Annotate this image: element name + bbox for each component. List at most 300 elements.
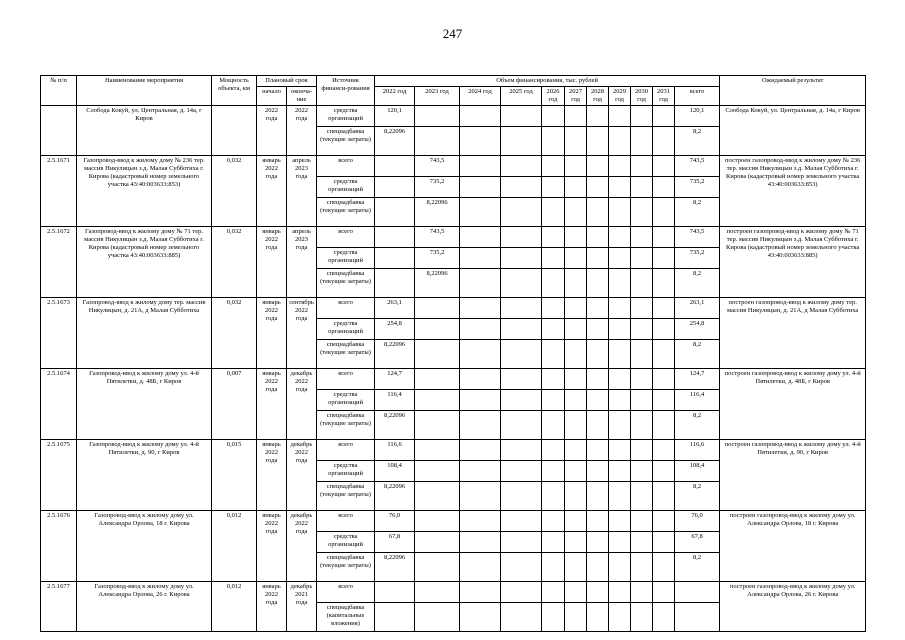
total-value: 263,1 — [675, 298, 720, 319]
year-value — [542, 461, 565, 482]
year-value — [460, 369, 501, 390]
header-year: 2030 год — [631, 87, 653, 106]
year-value — [653, 482, 675, 511]
item-name: Газопровод-ввод к жилому дому ул. Александра Орлова, 18 г. Кирова — [77, 511, 212, 582]
year-value: 124,7 — [375, 369, 415, 390]
year-value — [609, 319, 631, 340]
total-value: 254,8 — [675, 319, 720, 340]
item-capacity: 0,012 — [212, 582, 257, 632]
item-number — [41, 106, 77, 156]
year-value — [415, 553, 460, 582]
year-value — [565, 248, 587, 269]
item-result: построен газопровод-ввод к жилому дому № 71 тер. массив Никулицын з.д. Малая Субботиха г. Кирова (кадастровый номер земельного участка 43:40:003633:885) — [720, 227, 866, 298]
item-end: 2022 года — [287, 106, 317, 156]
funding-source: средства организаций — [317, 248, 375, 269]
year-value — [565, 482, 587, 511]
year-value — [501, 156, 542, 177]
item-result: построен газопровод-ввод к жилому дому № 236 тер. массив Никулицын з.д. Малая Субботиха г. Кирова (кадастровый номер земельного участка 43:40:003633:853) — [720, 156, 866, 227]
year-value — [609, 156, 631, 177]
header-term: Плановый срок — [257, 76, 317, 87]
year-value — [415, 532, 460, 553]
year-value — [501, 369, 542, 390]
item-result: Слобода Кокуй, ул. Центральная, д. 14а, г Киров — [720, 106, 866, 156]
year-value — [609, 198, 631, 227]
year-value — [542, 553, 565, 582]
funding-source: средства организаций — [317, 461, 375, 482]
table-row — [41, 582, 866, 603]
header-name: Наименование мероприятия — [77, 76, 212, 106]
total-value: 76,0 — [675, 511, 720, 532]
year-value — [542, 340, 565, 369]
total-value: 124,7 — [675, 369, 720, 390]
total-value: 116,6 — [675, 440, 720, 461]
year-value — [542, 369, 565, 390]
year-value — [587, 411, 609, 440]
year-value — [565, 127, 587, 156]
year-value — [653, 582, 675, 603]
item-name: Газопровод-ввод к жилому дому № 71 тер. массив Никулицын з.д. Малая Субботиха г. Кирова (кадастровый номер земельного участка 43:40:003633:885) — [77, 227, 212, 298]
year-value — [631, 511, 653, 532]
item-result: построен газопровод-ввод к жилому дому ул. 4-й Пятилетки, д. 90, г Киров — [720, 440, 866, 511]
funding-source: всего — [317, 440, 375, 461]
year-value — [631, 227, 653, 248]
year-value — [565, 369, 587, 390]
year-value — [501, 248, 542, 269]
funding-source: всего — [317, 298, 375, 319]
item-capacity: 0,032 — [212, 298, 257, 369]
year-value — [415, 411, 460, 440]
year-value: 67,8 — [375, 532, 415, 553]
year-value — [587, 553, 609, 582]
funding-source: средства организаций — [317, 532, 375, 553]
funding-source: всего — [317, 227, 375, 248]
year-value — [609, 440, 631, 461]
year-value — [501, 177, 542, 198]
year-value — [653, 319, 675, 340]
year-value — [565, 461, 587, 482]
item-number: 2.5.1672 — [41, 227, 77, 298]
year-value: 108,4 — [375, 461, 415, 482]
year-value — [501, 603, 542, 632]
year-value — [565, 198, 587, 227]
funding-source: спецнадбавка (текущие затраты) — [317, 198, 375, 227]
year-value — [460, 440, 501, 461]
header-num: № п/п — [41, 76, 77, 106]
funding-source: средства организаций — [317, 177, 375, 198]
total-value: 8,2 — [675, 340, 720, 369]
item-end: апрель 2023 года — [287, 227, 317, 298]
funding-source: средства организаций — [317, 106, 375, 127]
item-end: сентябрь 2022 года — [287, 298, 317, 369]
year-value — [460, 298, 501, 319]
year-value — [565, 553, 587, 582]
year-value: 743,5 — [415, 227, 460, 248]
item-result: построен газопровод-ввод к жилому дому ул. 4-й Пятилетки, д. 48Б, г Киров — [720, 369, 866, 440]
item-start: январь 2022 года — [257, 511, 287, 582]
year-value — [415, 298, 460, 319]
year-value — [501, 198, 542, 227]
year-value — [415, 440, 460, 461]
total-value: 735,2 — [675, 177, 720, 198]
year-value — [609, 269, 631, 298]
year-value — [501, 340, 542, 369]
year-value — [565, 390, 587, 411]
year-value — [609, 553, 631, 582]
year-value: 8,22096 — [375, 340, 415, 369]
year-value: 8,22096 — [375, 127, 415, 156]
year-value — [631, 482, 653, 511]
year-value — [415, 582, 460, 603]
year-value — [631, 582, 653, 603]
year-value — [415, 482, 460, 511]
year-value — [501, 411, 542, 440]
year-value — [587, 248, 609, 269]
item-end: декабрь 2021 года — [287, 582, 317, 632]
year-value — [653, 440, 675, 461]
item-capacity: 0,032 — [212, 156, 257, 227]
year-value — [375, 227, 415, 248]
total-value: 108,4 — [675, 461, 720, 482]
item-start: январь 2022 года — [257, 298, 287, 369]
item-start: январь 2022 года — [257, 440, 287, 511]
year-value: 8,22096 — [375, 411, 415, 440]
year-value — [501, 482, 542, 511]
year-value — [587, 156, 609, 177]
funding-source: спецнадбавка (текущие затраты) — [317, 482, 375, 511]
header-year: 2022 год — [375, 87, 415, 106]
header-year: 2023 год — [415, 87, 460, 106]
item-number: 2.5.1674 — [41, 369, 77, 440]
year-value — [501, 532, 542, 553]
year-value — [653, 106, 675, 127]
item-result: построен газопровод-ввод к жилому дому ул. Александра Орлова, 26 г. Кирова — [720, 582, 866, 632]
item-name: Газопровод-ввод к жилому дому ул. 4-й Пятилетки, д. 48Б, г Киров — [77, 369, 212, 440]
year-value — [460, 461, 501, 482]
funding-source: средства организаций — [317, 390, 375, 411]
year-value — [460, 319, 501, 340]
year-value — [631, 390, 653, 411]
total-value: 8,2 — [675, 127, 720, 156]
year-value — [375, 156, 415, 177]
year-value — [542, 603, 565, 632]
year-value — [653, 511, 675, 532]
year-value — [542, 269, 565, 298]
year-value — [501, 269, 542, 298]
year-value — [587, 319, 609, 340]
year-value — [653, 390, 675, 411]
year-value — [415, 319, 460, 340]
year-value: 743,5 — [415, 156, 460, 177]
item-result: построен газопровод-ввод к жилому дому тер. массив Никулицын, д. 21А, д Малая Субботиха — [720, 298, 866, 369]
item-start: 2022 года — [257, 106, 287, 156]
funding-source: спецнадбавка (текущие затраты) — [317, 269, 375, 298]
year-value — [460, 198, 501, 227]
total-value: 120,1 — [675, 106, 720, 127]
year-value — [501, 106, 542, 127]
item-number: 2.5.1673 — [41, 298, 77, 369]
year-value — [609, 603, 631, 632]
item-capacity: 0,032 — [212, 227, 257, 298]
year-value — [609, 532, 631, 553]
item-start: январь 2022 года — [257, 156, 287, 227]
year-value — [542, 198, 565, 227]
year-value — [565, 156, 587, 177]
year-value — [631, 603, 653, 632]
year-value — [542, 411, 565, 440]
header-year: 2025 год — [501, 87, 542, 106]
year-value — [631, 532, 653, 553]
item-name: Газопровод-ввод к жилому дому ул. Александра Орлова, 26 г. Кирова — [77, 582, 212, 632]
item-start: январь 2022 года — [257, 582, 287, 632]
year-value — [587, 177, 609, 198]
item-capacity: 0,007 — [212, 369, 257, 440]
table-row — [41, 156, 866, 177]
year-value — [542, 156, 565, 177]
year-value — [542, 390, 565, 411]
year-value — [460, 227, 501, 248]
year-value — [587, 298, 609, 319]
year-value — [653, 156, 675, 177]
year-value — [587, 511, 609, 532]
year-value — [587, 106, 609, 127]
year-value: 8,22096 — [375, 553, 415, 582]
year-value — [653, 269, 675, 298]
item-end: декабрь 2022 года — [287, 511, 317, 582]
item-name: Газопровод-ввод к жилому дому тер. массив Никулицын, д. 21А, д Малая Субботиха — [77, 298, 212, 369]
year-value — [375, 582, 415, 603]
funding-source: спецнадбавка (текущие затраты) — [317, 340, 375, 369]
header-year: 2031 год — [653, 87, 675, 106]
year-value — [653, 411, 675, 440]
year-value — [587, 369, 609, 390]
year-value — [653, 248, 675, 269]
year-value — [460, 603, 501, 632]
year-value — [542, 298, 565, 319]
year-value — [653, 532, 675, 553]
year-value — [501, 553, 542, 582]
year-value: 8,22096 — [375, 482, 415, 511]
year-value — [587, 269, 609, 298]
year-value — [631, 248, 653, 269]
year-value: 8,22096 — [415, 198, 460, 227]
year-value — [460, 106, 501, 127]
year-value — [415, 340, 460, 369]
item-name: Слобода Кокуй, ул. Центральная, д. 14а, г Киров — [77, 106, 212, 156]
header-term-end: оконча-ние — [287, 87, 317, 106]
year-value — [565, 298, 587, 319]
item-name: Газопровод-ввод к жилому дому № 236 тер. массив Никулицын з.д. Малая Субботиха г. Кирова (кадастровый номер земельного участка 43:40:003633:853) — [77, 156, 212, 227]
year-value — [460, 340, 501, 369]
total-value: 8,2 — [675, 553, 720, 582]
year-value — [460, 248, 501, 269]
year-value — [415, 127, 460, 156]
item-capacity: 0,015 — [212, 440, 257, 511]
year-value — [460, 582, 501, 603]
funding-source: спецнадбавка (текущие затраты) — [317, 553, 375, 582]
total-value: 67,8 — [675, 532, 720, 553]
item-number: 2.5.1675 — [41, 440, 77, 511]
year-value — [415, 106, 460, 127]
year-value — [631, 106, 653, 127]
header-year: 2029 год — [609, 87, 631, 106]
funding-source: всего — [317, 369, 375, 390]
year-value — [653, 227, 675, 248]
year-value — [460, 156, 501, 177]
header-year: 2027 год — [565, 87, 587, 106]
funding-source: спецнадбавка (капитальные вложения) — [317, 603, 375, 632]
item-start: январь 2022 года — [257, 369, 287, 440]
year-value — [501, 511, 542, 532]
year-value — [415, 511, 460, 532]
year-value — [565, 340, 587, 369]
year-value — [501, 319, 542, 340]
year-value: 76,0 — [375, 511, 415, 532]
table-row — [41, 440, 866, 461]
header-volume: Объем финансирования, тыс. рублей — [375, 76, 720, 87]
year-value — [501, 298, 542, 319]
year-value — [609, 511, 631, 532]
header-result: Ожидаемый результат — [720, 76, 866, 106]
year-value — [565, 440, 587, 461]
year-value — [501, 127, 542, 156]
year-value — [460, 177, 501, 198]
year-value — [460, 511, 501, 532]
item-end: декабрь 2022 года — [287, 369, 317, 440]
year-value — [460, 390, 501, 411]
funding-source: спецнадбавка (текущие затраты) — [317, 411, 375, 440]
header-year: 2028 год — [587, 87, 609, 106]
year-value — [375, 198, 415, 227]
year-value: 116,6 — [375, 440, 415, 461]
year-value — [609, 482, 631, 511]
year-value — [587, 461, 609, 482]
year-value — [415, 603, 460, 632]
year-value — [631, 177, 653, 198]
year-value — [501, 461, 542, 482]
year-value — [501, 227, 542, 248]
year-value — [460, 411, 501, 440]
page-number: 247 — [442, 26, 463, 41]
year-value — [375, 248, 415, 269]
header-year: 2026 год — [542, 87, 565, 106]
year-value — [375, 603, 415, 632]
year-value — [542, 127, 565, 156]
year-value — [542, 106, 565, 127]
year-value — [460, 127, 501, 156]
year-value — [587, 127, 609, 156]
year-value — [653, 198, 675, 227]
year-value — [565, 603, 587, 632]
year-value — [415, 461, 460, 482]
year-value: 735,2 — [415, 248, 460, 269]
item-name: Газопровод-ввод к жилому дому ул. 4-й Пятилетки, д. 90, г Киров — [77, 440, 212, 511]
year-value — [565, 177, 587, 198]
header-term-start: начало — [257, 87, 287, 106]
item-number: 2.5.1671 — [41, 156, 77, 227]
item-number: 2.5.1676 — [41, 511, 77, 582]
item-end: декабрь 2022 года — [287, 440, 317, 511]
year-value — [587, 532, 609, 553]
year-value: 254,8 — [375, 319, 415, 340]
year-value: 735,2 — [415, 177, 460, 198]
year-value — [375, 269, 415, 298]
total-value: 743,5 — [675, 156, 720, 177]
year-value — [501, 390, 542, 411]
total-value: 8,2 — [675, 198, 720, 227]
year-value — [631, 440, 653, 461]
total-value: 8,2 — [675, 411, 720, 440]
year-value — [609, 127, 631, 156]
table-row — [41, 511, 866, 532]
year-value — [542, 532, 565, 553]
table-row — [41, 106, 866, 127]
year-value — [587, 390, 609, 411]
year-value — [542, 440, 565, 461]
header-source: Источник финанси-рования — [317, 76, 375, 106]
item-capacity: 0,012 — [212, 511, 257, 582]
year-value — [631, 298, 653, 319]
year-value — [609, 106, 631, 127]
table-row — [41, 298, 866, 319]
year-value — [542, 511, 565, 532]
year-value — [375, 177, 415, 198]
year-value — [542, 227, 565, 248]
year-value — [631, 553, 653, 582]
funding-source: всего — [317, 582, 375, 603]
year-value — [609, 227, 631, 248]
item-capacity — [212, 106, 257, 156]
year-value — [653, 461, 675, 482]
year-value — [460, 532, 501, 553]
item-start: январь 2022 года — [257, 227, 287, 298]
item-end: апрель 2023 года — [287, 156, 317, 227]
year-value — [609, 298, 631, 319]
year-value — [501, 440, 542, 461]
year-value — [542, 319, 565, 340]
year-value — [653, 603, 675, 632]
year-value — [653, 298, 675, 319]
funding-source: всего — [317, 511, 375, 532]
year-value — [631, 369, 653, 390]
year-value — [653, 553, 675, 582]
year-value — [460, 269, 501, 298]
year-value — [460, 482, 501, 511]
year-value — [415, 369, 460, 390]
year-value — [587, 227, 609, 248]
year-value — [631, 319, 653, 340]
year-value — [609, 177, 631, 198]
year-value — [631, 198, 653, 227]
total-value: 8,2 — [675, 269, 720, 298]
year-value — [587, 603, 609, 632]
year-value — [415, 390, 460, 411]
year-value — [587, 440, 609, 461]
year-value: 116,4 — [375, 390, 415, 411]
year-value — [542, 582, 565, 603]
total-value: 116,4 — [675, 390, 720, 411]
funding-source: всего — [317, 156, 375, 177]
year-value — [653, 127, 675, 156]
year-value — [501, 582, 542, 603]
year-value — [565, 411, 587, 440]
year-value — [609, 461, 631, 482]
year-value — [587, 340, 609, 369]
year-value — [631, 269, 653, 298]
year-value — [609, 411, 631, 440]
year-value — [460, 553, 501, 582]
year-value — [631, 411, 653, 440]
total-value — [675, 603, 720, 632]
